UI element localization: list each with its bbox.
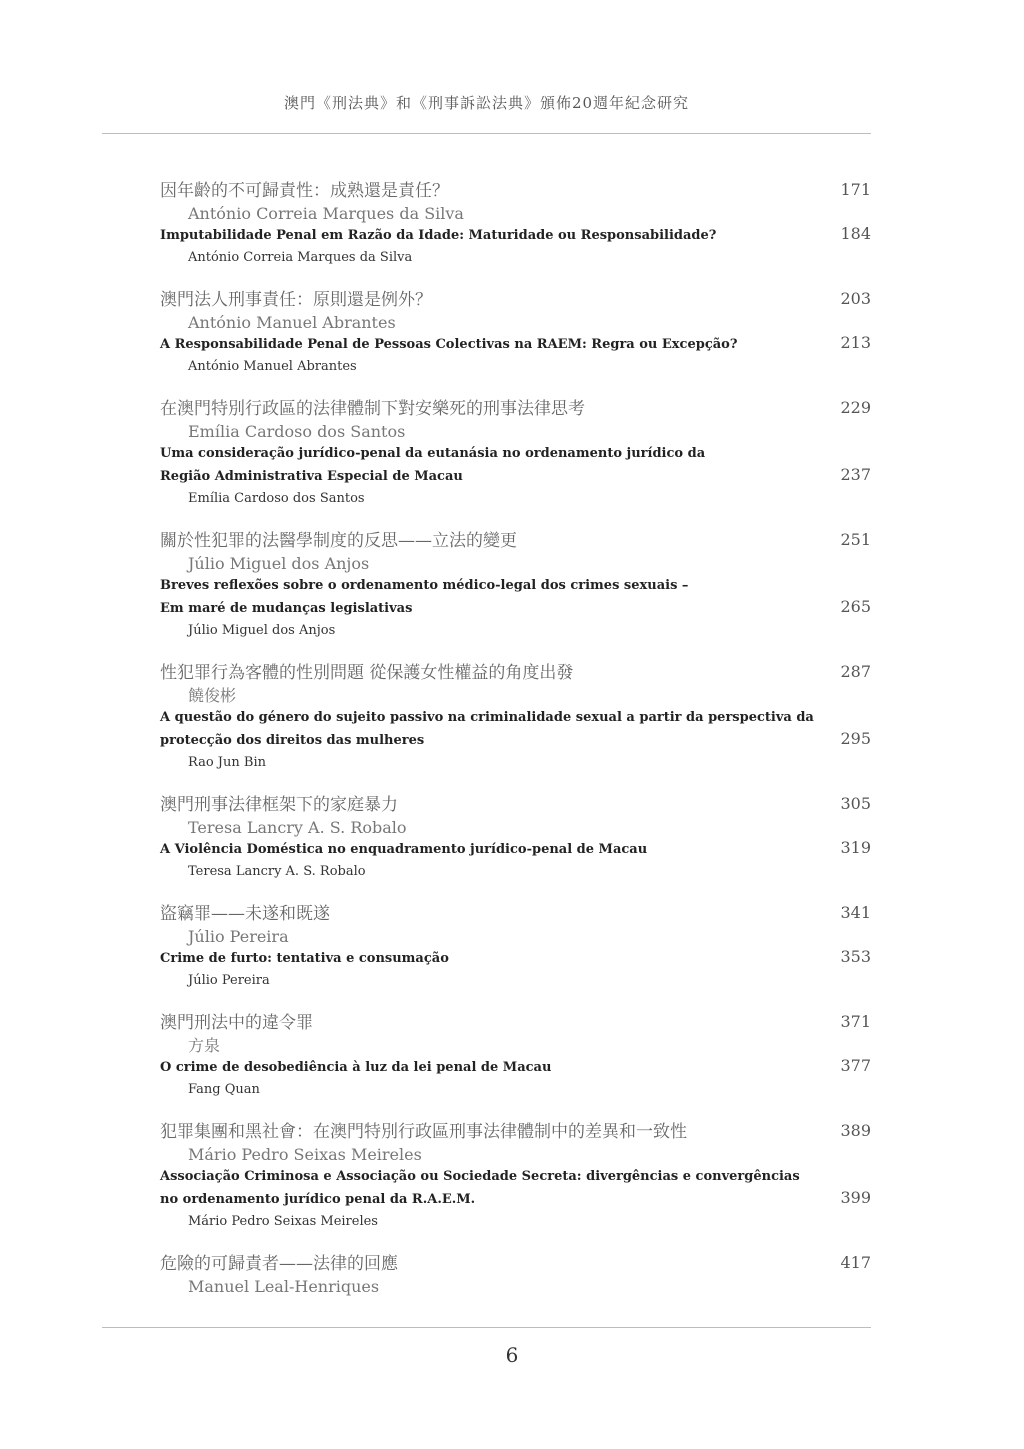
toc-entry [160,180,871,269]
toc-zh-line [160,662,871,685]
toc-pt-line [160,333,871,356]
page-ref: 251 [840,530,871,549]
toc-pt-line [160,224,871,247]
author-name: Emília Cardoso dos Santos [188,491,365,506]
toc-zh-line [160,530,871,553]
portuguese-title: A Violência Doméstica no enquadramento jurídico-penal de Macau [160,842,648,857]
toc-zh-line [160,1012,871,1035]
author-name: Manuel Leal-Henriques [188,1277,380,1296]
page-ref: 371 [840,1012,871,1031]
portuguese-title: protecção dos direitos das mulheres [160,733,425,748]
toc-pt-line [160,442,871,465]
toc-pt-line [160,838,871,861]
author-name: Fang Quan [188,1082,260,1097]
toc-pt-line [160,597,871,620]
author-name: Mário Pedro Seixas Meireles [188,1145,422,1164]
portuguese-title: Imputabilidade Penal em Razão da Idade: Maturidade ou Responsabilidade? [160,228,717,243]
toc-entry [160,662,871,774]
page-ref: 377 [840,1056,871,1075]
page-ref: 295 [840,729,871,748]
author-name: Júlio Miguel dos Anjos [188,554,370,573]
toc-zh-line [160,180,871,203]
author-name: António Correia Marques da Silva [188,250,413,265]
table-of-contents [160,180,871,1317]
chinese-title: 危險的可歸責者——法律的回應 [160,1254,398,1274]
author-name: Teresa Lancry A. S. Robalo [188,864,366,879]
running-header: 澳門《刑法典》和《刑事訴訟法典》頒佈20週年紀念研究 [283,94,690,112]
page-ref: 265 [840,597,871,616]
chinese-title: 性犯罪行為客體的性別問題 從保護女性權益的角度出發 [160,663,574,683]
page-number: 6 [505,1343,519,1367]
portuguese-title: no ordenamento jurídico penal da R.A.E.M. [160,1192,476,1207]
toc-pt-line [160,706,871,729]
page-ref: 305 [840,794,871,813]
footer-divider [102,1327,871,1328]
portuguese-title: Em maré de mudanças legislativas [160,601,413,616]
toc-entry [160,794,871,883]
toc-entry [160,398,871,510]
toc-entry [160,289,871,378]
portuguese-title: Uma consideração jurídico-penal da eutanásia no ordenamento jurídico da [160,446,706,461]
toc-entry [160,530,871,642]
toc-zh-line [160,903,871,926]
author-name: Emília Cardoso dos Santos [188,422,406,441]
toc-zh-line [160,398,871,421]
page-ref: 203 [840,289,871,308]
toc-pt-line [160,1165,871,1188]
toc-pt-line [160,1056,871,1079]
page-ref: 229 [840,398,871,417]
chinese-title: 澳門刑法中的違令罪 [160,1013,313,1033]
page-ref: 353 [840,947,871,966]
author-name: 方泉 [188,1036,221,1055]
author-name: Teresa Lancry A. S. Robalo [188,818,407,837]
author-name: Júlio Miguel dos Anjos [188,623,336,638]
page-ref: 399 [840,1188,871,1207]
chinese-title: 犯罪集團和黑社會：在澳門特別行政區刑事法律體制中的差異和一致性 [160,1122,687,1142]
portuguese-title: Crime de furto: tentativa e consumação [160,951,449,966]
toc-entry [160,1012,871,1101]
author-name: António Manuel Abrantes [188,359,357,374]
author-name: Mário Pedro Seixas Meireles [188,1214,378,1229]
portuguese-title: Breves reflexões sobre o ordenamento médico-legal dos crimes sexuais – [160,578,689,593]
toc-pt-line [160,574,871,597]
toc-pt-line [160,729,871,752]
portuguese-title: A Responsabilidade Penal de Pessoas Colectivas na RAEM: Regra ou Excepção? [160,337,738,352]
header-divider [102,133,871,134]
author-name: Júlio Pereira [188,973,270,988]
toc-zh-line [160,794,871,817]
page-ref: 171 [840,180,871,199]
toc-zh-line [160,1253,871,1276]
portuguese-title: A questão do género do sujeito passivo na criminalidade sexual a partir da perspectiva da [160,710,814,725]
page-ref: 213 [840,333,871,352]
chinese-title: 澳門刑事法律框架下的家庭暴力 [160,795,398,815]
author-name: Júlio Pereira [188,927,289,946]
page-ref: 287 [840,662,871,681]
chinese-title: 因年齡的不可歸責性：成熟還是責任？ [160,181,449,201]
toc-zh-line [160,289,871,312]
chinese-title: 澳門法人刑事責任：原則還是例外？ [160,290,432,310]
chinese-title: 關於性犯罪的法醫學制度的反思——立法的變更 [160,531,517,551]
author-name: Rao Jun Bin [188,755,266,770]
author-name: António Manuel Abrantes [188,313,396,332]
toc-zh-line [160,1121,871,1144]
portuguese-title: Associação Criminosa e Associação ou Sociedade Secreta: divergências e convergências [160,1169,800,1184]
chinese-title: 在澳門特別行政區的法律體制下對安樂死的刑事法律思考 [160,399,585,419]
page-ref: 319 [840,838,871,857]
toc-pt-line [160,465,871,488]
toc-entry [160,903,871,992]
author-name: 饒俊彬 [188,686,237,705]
portuguese-title: Região Administrativa Especial de Macau [160,469,463,484]
author-name: António Correia Marques da Silva [188,204,464,223]
page-ref: 341 [840,903,871,922]
page-ref: 184 [840,224,871,243]
page-ref: 389 [840,1121,871,1140]
page-ref: 417 [840,1253,871,1272]
toc-entry [160,1253,871,1297]
toc-pt-line [160,1188,871,1211]
chinese-title: 盜竊罪——未遂和既遂 [160,904,330,924]
page-ref: 237 [840,465,871,484]
toc-pt-line [160,947,871,970]
portuguese-title: O crime de desobediência à luz da lei penal de Macau [160,1060,552,1075]
toc-entry [160,1121,871,1233]
